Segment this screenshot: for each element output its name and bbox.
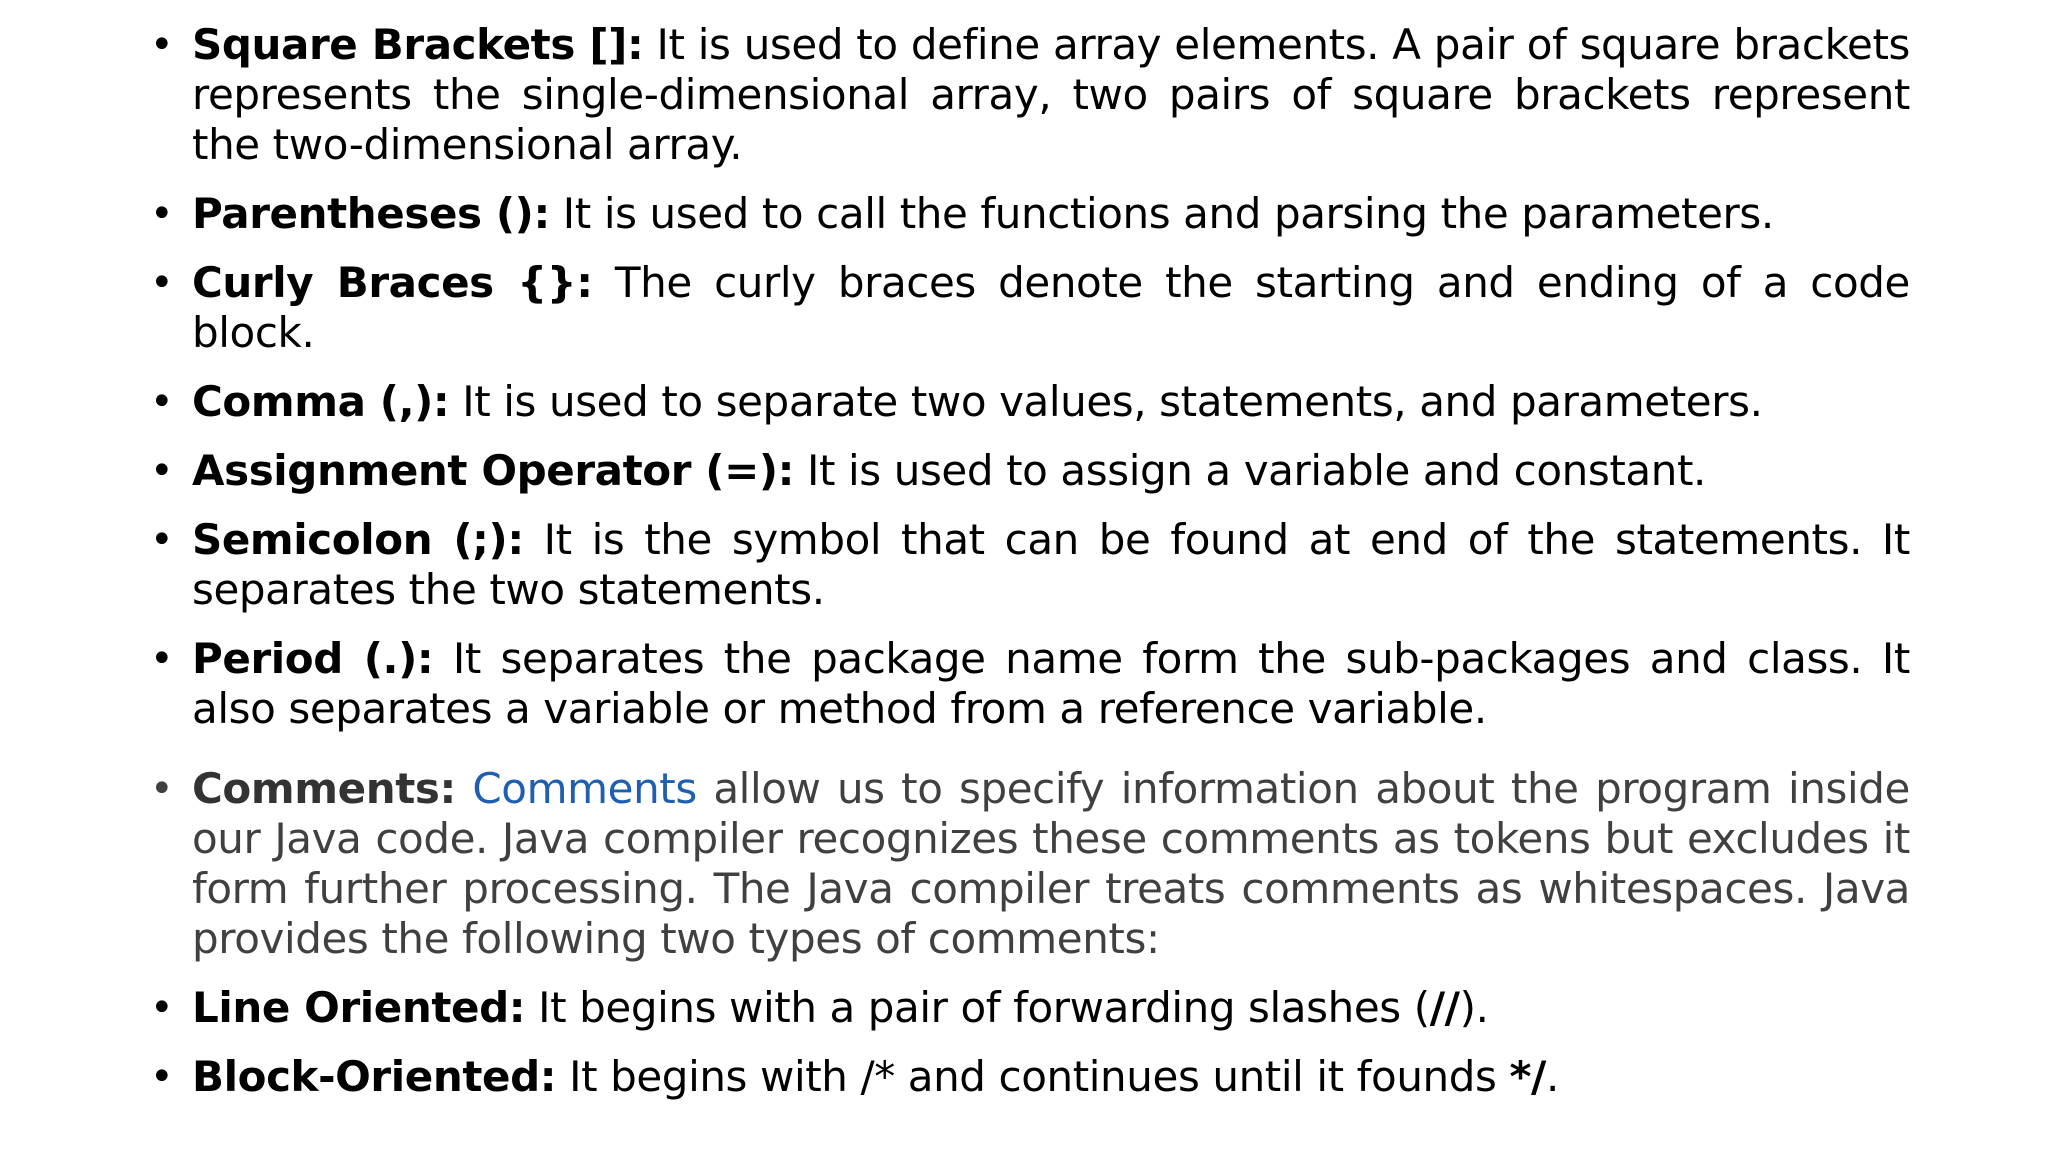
- bullet-icon: •: [150, 636, 174, 682]
- bullet-icon: •: [150, 22, 174, 68]
- bullet-icon: •: [150, 260, 174, 306]
- list-item-period: [150, 634, 1910, 734]
- item-term: Block-Oriented:: [192, 1052, 557, 1101]
- item-text: It is used to assign a variable and constant.: [794, 446, 1706, 495]
- item-text-after: ).: [1459, 983, 1489, 1032]
- item-term: Semicolon (;):: [192, 515, 524, 564]
- list-item-comments: [150, 764, 1910, 964]
- item-term: Assignment Operator (=):: [192, 446, 795, 495]
- item-text: It is used to separate two values, statements, and parameters.: [449, 377, 1763, 426]
- bullet-list: [150, 20, 1910, 1121]
- item-text: It is the symbol that can be found at end of the statements. It separates the two statements.: [192, 515, 1910, 614]
- list-item-semicolon: [150, 515, 1910, 615]
- bullet-icon: •: [150, 191, 174, 237]
- comments-link[interactable]: Comments: [472, 764, 697, 813]
- bullet-icon: •: [150, 1054, 174, 1100]
- list-item-block-oriented: [150, 1052, 1910, 1102]
- list-item-parentheses: [150, 189, 1910, 239]
- item-symbol: */: [1509, 1052, 1546, 1101]
- bullet-icon: •: [150, 379, 174, 425]
- item-term: Comments:: [192, 764, 456, 813]
- item-term: Square Brackets []:: [192, 20, 644, 69]
- bullet-icon: •: [150, 517, 174, 563]
- item-term: Period (.):: [192, 634, 434, 683]
- bullet-icon: •: [150, 448, 174, 494]
- list-item-comma: [150, 377, 1910, 427]
- list-item-square-brackets: [150, 20, 1910, 170]
- item-term: Parentheses ():: [192, 189, 550, 238]
- item-text: It separates the package name form the sub-packages and class. It also separates a variable or method from a reference variable.: [192, 634, 1910, 733]
- item-text: It is used to define array elements. A pair of square brackets represents the single-dimensional array, two pairs of square brackets represent the two-dimensional array.: [192, 20, 1910, 169]
- list-item-curly-braces: [150, 258, 1910, 358]
- item-text: It is used to call the functions and parsing the parameters.: [549, 189, 1774, 238]
- item-term: Comma (,):: [192, 377, 450, 426]
- list-item-line-oriented: [150, 983, 1910, 1033]
- item-text-after: .: [1545, 1052, 1559, 1101]
- list-item-assignment-operator: [150, 446, 1910, 496]
- item-text: The curly braces denote the starting and ending of a code block.: [192, 258, 1910, 357]
- item-text: allow us to specify information about the program inside our Java code. Java compiler recognizes these comments as tokens but excludes it form further processing. The Java compiler treats comments as whitespaces. Java provides the following two types of comments:: [192, 764, 1910, 963]
- item-text-before: It begins with a pair of forwarding slashes (: [525, 983, 1430, 1032]
- item-symbol: //: [1429, 983, 1460, 1032]
- item-text-before: It begins with /* and continues until it founds: [556, 1052, 1510, 1101]
- bullet-icon: •: [150, 766, 174, 812]
- item-term: Curly Braces {}:: [192, 258, 593, 307]
- item-term: Line Oriented:: [192, 983, 526, 1032]
- bullet-icon: •: [150, 985, 174, 1031]
